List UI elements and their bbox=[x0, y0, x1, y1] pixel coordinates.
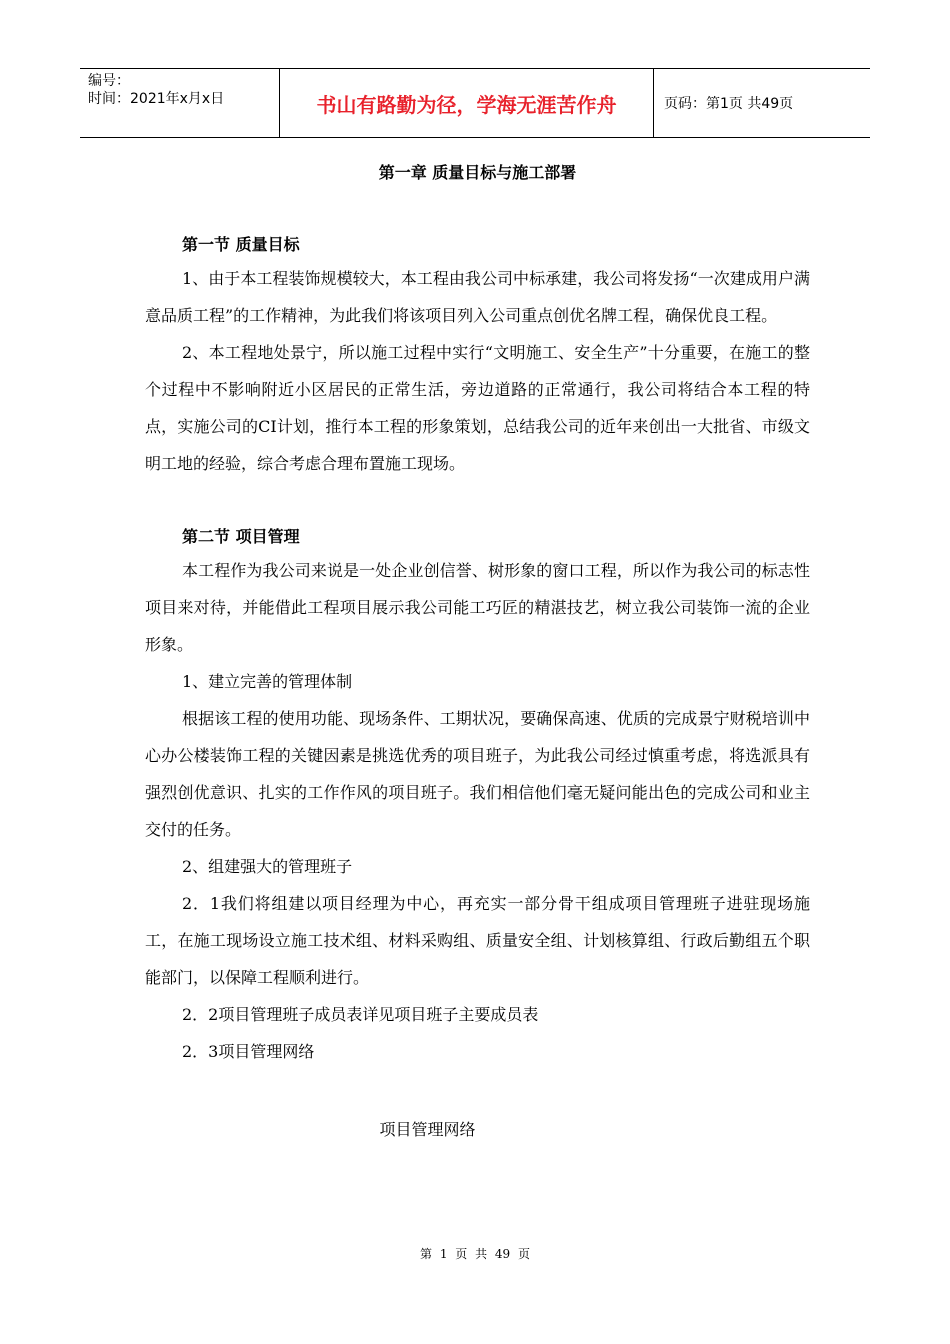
paragraph: 2、组建强大的管理班子 bbox=[182, 857, 353, 876]
page-header bbox=[80, 68, 870, 138]
section-title: 第二节 项目管理 bbox=[182, 527, 300, 546]
paragraph: 本工程作为我公司来说是一处企业创信誉、树形象的窗口工程，所以作为我公司的标志性项目来对待，并能借此工程项目展示我公司能工巧匠的精湛技艺，树立我公司装饰一流的企业形象。 bbox=[145, 561, 810, 654]
date-label: 时间：2021年x月x日 bbox=[88, 91, 225, 107]
header-motto: 书山有路勤为径，学海无涯苦作舟 bbox=[280, 69, 654, 137]
paragraph: 根据该工程的使用功能、现场条件、工期状况，要确保高速、优质的完成景宁财税培训中心办公楼装饰工程的关键因素是挑选优秀的项目班子，为此我公司经过慎重考虑，将选派具有强烈创优意识、扎实的工作作风的项目班子。我们相信他们毫无疑问能出色的完成公司和业主交付的任务。 bbox=[145, 709, 810, 839]
network-caption: 项目管理网络 bbox=[379, 1120, 476, 1139]
chapter-title: 第一章 质量目标与施工部署 bbox=[378, 163, 577, 182]
section-title: 第一节 质量目标 bbox=[182, 235, 300, 254]
page-footer: 第 1 页 共 49 页 bbox=[420, 1247, 530, 1261]
paragraph: 2．2项目管理班子成员表详见项目班子主要成员表 bbox=[182, 1005, 539, 1024]
paragraph: 2．1我们将组建以项目经理为中心，再充实一部分骨干组成项目管理班子进驻现场施工，在施工现场设立施工技术组、材料采购组、质量安全组、计划核算组、行政后勤组五个职能部门，以保障工程顺利进行。 bbox=[145, 894, 810, 987]
paragraph: 1、建立完善的管理体制 bbox=[182, 672, 353, 691]
paragraph: 2．3项目管理网络 bbox=[182, 1042, 315, 1061]
paragraph: 1、由于本工程装饰规模较大，本工程由我公司中标承建，我公司将发扬“一次建成用户满意品质工程”的工作精神，为此我们将该项目列入公司重点创优名牌工程，确保优良工程。 bbox=[145, 269, 810, 325]
header-meta bbox=[80, 69, 280, 137]
serial-label: 编号： bbox=[88, 73, 130, 89]
paragraph: 2、本工程地处景宁，所以施工过程中实行“文明施工、安全生产”十分重要，在施工的整个过程中不影响附近小区居民的正常生活，旁边道路的正常通行，我公司将结合本工程的特点，实施公司的CI计划，推行本工程的形象策划，总结我公司的近年来创出一大批省、市级文明工地的经验，综合考虑合理布置施工现场。 bbox=[145, 343, 810, 473]
header-page-info: 页码：第1页 共49页 bbox=[664, 96, 794, 112]
document-body bbox=[145, 155, 810, 1145]
